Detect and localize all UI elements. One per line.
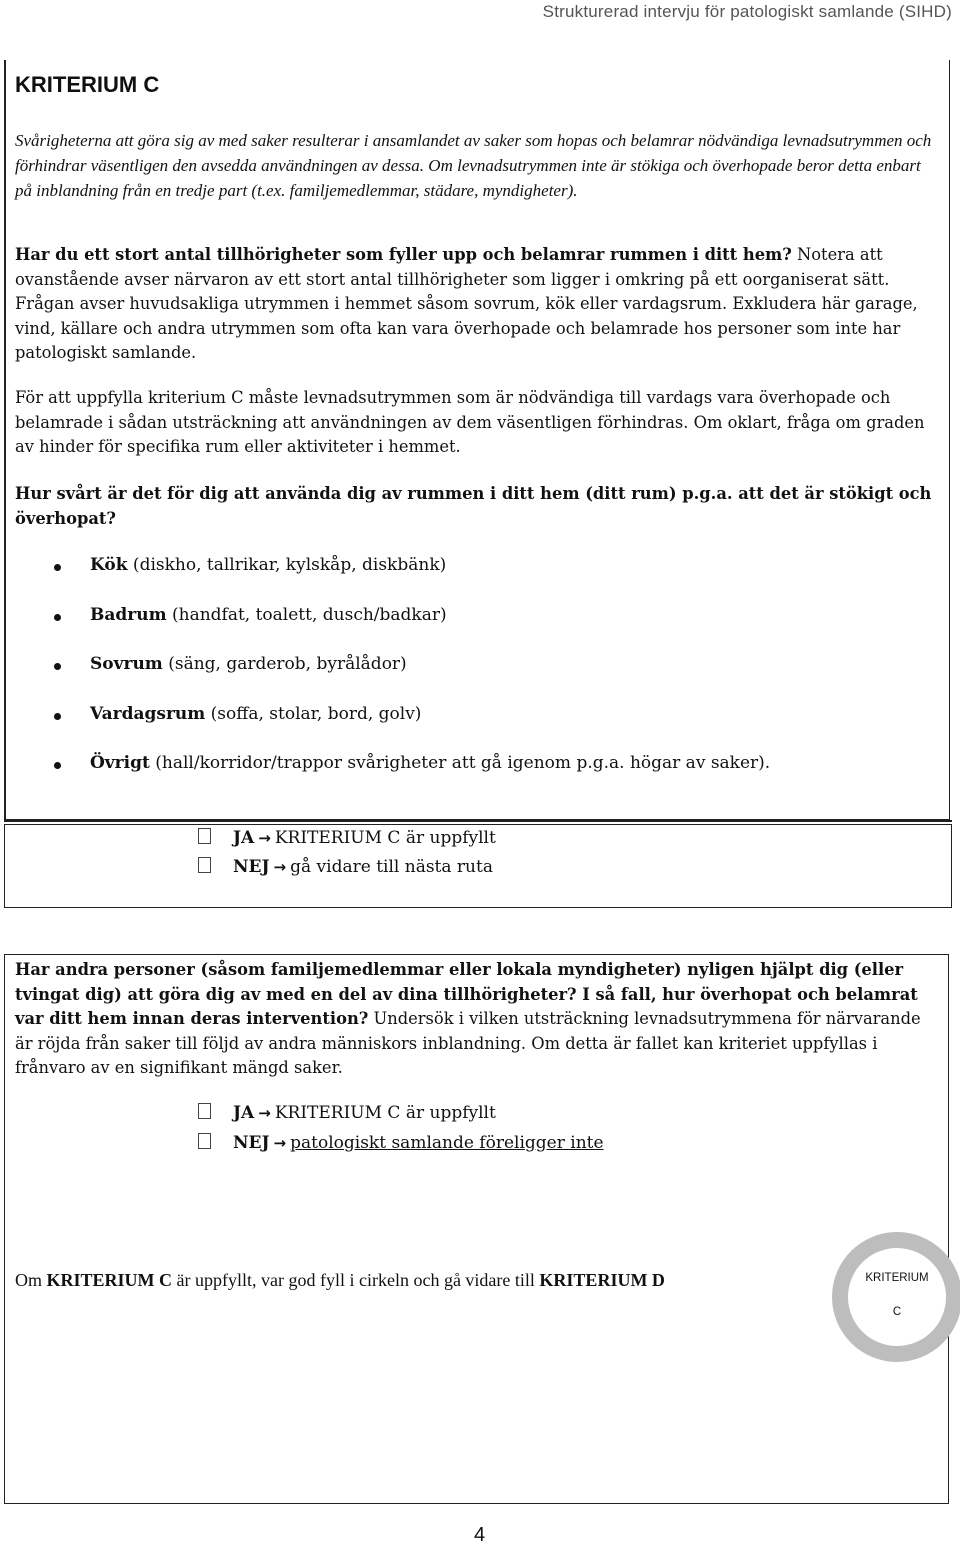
choice-yes-1[interactable]: JA → KRITERIUM C är uppfyllt xyxy=(198,828,496,848)
question-3-note: Undersök i vilken utsträckning levnadsutrymmena för närvarande är röjda från saker till följd av andra människors inblandning. Om detta är fallet kan kriteriet uppfyllas i frånvaro av en signifikant mängd saker. xyxy=(15,1009,921,1077)
document-header: Strukturerad intervju för patologiskt samlande (SIHD) xyxy=(542,2,952,21)
question-3 xyxy=(15,958,935,1081)
bullet-icon xyxy=(54,614,61,621)
criterion-description: Svårigheterna att göra sig av med saker resulterar i ansamlandet av saker som hopas och belamrar nödvändiga levnadsutrymmen och förhindrar väsentligen den avsedda användningen av dessa. Om levnadsutrymmen inte är stökiga och överhopade beror detta enbart på inblandning från en tredje part (t.ex. familjemedlemmar, städare, myndigheter). xyxy=(15,131,932,200)
circle-label-line1: KRITERIUM xyxy=(865,1272,929,1284)
bullet-icon xyxy=(54,663,61,670)
question-3-bold: Har andra personer (såsom familjemedlemmar eller lokala myndigheter) nyligen hjälpt dig (eller tvingat dig) att göra dig av med en del av dina tillhörigheter? I så fall, hur överhopat och belamrat var ditt hem innan deras intervention? xyxy=(15,960,918,1028)
checkbox-no-1[interactable] xyxy=(198,857,211,873)
arrow-right-icon: → xyxy=(258,1104,271,1122)
choice-no-1[interactable]: NEJ → gå vidare till nästa ruta xyxy=(198,857,493,877)
checkbox-no-2[interactable] xyxy=(198,1133,211,1149)
checkbox-yes-1[interactable] xyxy=(198,828,211,844)
list-item: Sovrum (säng, garderob, byrålådor) xyxy=(50,654,930,704)
list-item: Övrigt (hall/korridor/trappor svårigheter att gå igenom p.g.a. högar av saker). xyxy=(50,753,930,803)
choice-yes-2[interactable]: JA → KRITERIUM C är uppfyllt xyxy=(198,1103,496,1123)
arrow-right-icon: → xyxy=(273,1134,287,1152)
arrow-right-icon: → xyxy=(258,829,271,847)
question-2 xyxy=(15,482,940,531)
criterion-circle[interactable] xyxy=(832,1232,960,1362)
question-2-bold: Hur svårt är det för dig att använda dig av rummen i ditt hem (ditt rum) p.g.a. att det är stökigt och överhopat? xyxy=(15,484,932,528)
choice-no-2[interactable]: NEJ → patologiskt samlande föreligger inte xyxy=(198,1133,604,1153)
circle-label-line2: C xyxy=(892,1306,902,1318)
footnote-instruction: Om KRITERIUM C är uppfyllt, var god fyll i cirkeln och gå vidare till KRITERIUM D xyxy=(15,1270,665,1290)
checkbox-yes-2[interactable] xyxy=(198,1103,211,1119)
page-number: 4 xyxy=(474,1524,486,1546)
question-1-note: Notera att ovanstående avser närvaron av ett stort antal tillhörigheter som ligger i omkring på ett oorganiserat sätt. Frågan avser huvudsakliga utrymmen i hemmet såsom sovrum, kök eller vardagsrum. Exkludera här garage, vind, källare och andra utrymmen som ofta kan vara överhopade och belamrade hos personer som inte har patologiskt samlande. xyxy=(15,245,918,362)
box-border-bottom xyxy=(4,820,952,822)
bullet-icon xyxy=(54,762,61,769)
section-title: KRITERIUM C xyxy=(15,72,160,97)
question-1 xyxy=(15,243,940,366)
bullet-icon xyxy=(54,564,61,571)
list-item: Badrum (handfat, toalett, dusch/badkar) xyxy=(50,605,930,655)
room-list xyxy=(50,555,930,803)
criterion-instruction: För att uppfylla kriterium C måste levnadsutrymmen som är nödvändiga till vardags vara överhopade och belamrade i sådan utsträckning att användningen av dem väsentligen förhindras. Om oklart, fråga om graden av hinder för specifika rum eller aktiviteter i hemmet. xyxy=(15,388,925,456)
list-item: Vardagsrum (soffa, stolar, bord, golv) xyxy=(50,704,930,754)
list-item: Kök (diskho, tallrikar, kylskåp, diskbänk) xyxy=(50,555,930,605)
arrow-right-icon: → xyxy=(273,858,287,876)
bullet-icon xyxy=(54,713,61,720)
criterion-circle-fill-area[interactable] xyxy=(848,1248,946,1346)
question-1-bold: Har du ett stort antal tillhörigheter som fyller upp och belamrar rummen i ditt hem? xyxy=(15,245,792,264)
